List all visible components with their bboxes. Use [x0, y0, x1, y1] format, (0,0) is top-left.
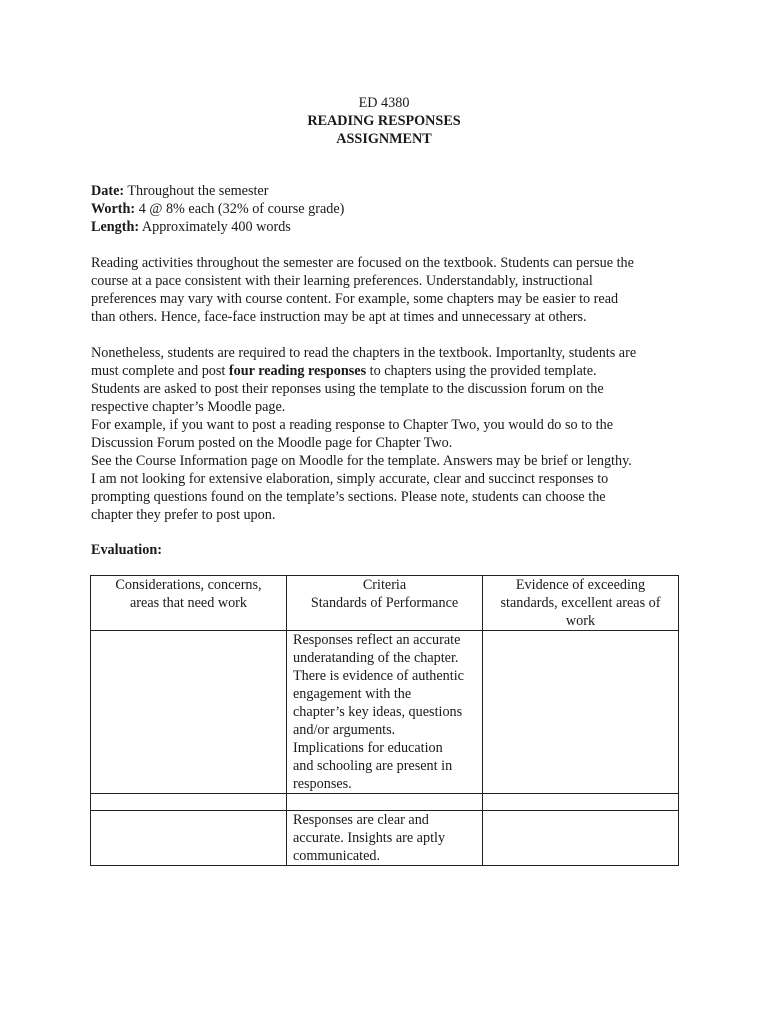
header-line: Criteria	[362, 577, 407, 593]
paragraph-line: course at a pace consistent with their learning preferences. Understandably, instructional	[91, 273, 593, 289]
paragraph-text: must complete and post	[91, 363, 229, 379]
document-subtitle: ASSIGNMENT	[336, 131, 432, 147]
table-row	[91, 811, 679, 866]
criteria-cell	[287, 811, 483, 866]
paragraph-line: Students are asked to post their reponses using the template to the discussion forum on the	[91, 381, 604, 397]
criteria-line: engagement with the	[293, 686, 412, 702]
paragraph-line: Reading activities throughout the semester are focused on the textbook. Students can persue the	[91, 255, 634, 271]
document-title: READING RESPONSES	[307, 113, 461, 129]
criteria-line: and/or arguments.	[293, 722, 396, 738]
length-label: Length:	[91, 219, 140, 235]
criteria-line: underatanding of the chapter.	[293, 650, 459, 666]
worth-value: 4 @ 8% each (32% of course grade)	[135, 201, 345, 217]
paragraph-line: For example, if you want to post a reading response to Chapter Two, you would do so to the	[91, 417, 614, 433]
paragraph-line: preferences may vary with course content. For example, some chapters may be easier to read	[91, 291, 619, 307]
evidence-cell	[483, 811, 679, 866]
paragraph-line	[91, 362, 681, 380]
criteria-cell	[287, 631, 483, 794]
paragraph-intro	[91, 254, 681, 326]
worth-line	[91, 200, 344, 218]
length-line	[91, 218, 344, 236]
empty-cell	[91, 794, 287, 811]
assignment-meta	[91, 182, 344, 236]
criteria-line: communicated.	[293, 848, 381, 864]
criteria-line: Responses are clear and	[293, 812, 429, 828]
empty-cell	[483, 794, 679, 811]
header-line: Standards of Performance	[310, 595, 459, 611]
evaluation-heading: Evaluation:	[91, 542, 162, 558]
paragraph-line: See the Course Information page on Moodle for the template. Answers may be brief or lengthy.	[91, 453, 632, 469]
worth-label: Worth:	[91, 201, 136, 217]
considerations-cell	[91, 631, 287, 794]
criteria-line: and schooling are present in	[293, 758, 453, 774]
paragraph-line: prompting questions found on the template’s sections. Please note, students can choose the	[91, 489, 606, 505]
criteria-line: There is evidence of authentic	[293, 668, 464, 684]
criteria-line: chapter’s key ideas, questions	[293, 704, 463, 720]
header-line: work	[565, 613, 596, 629]
paragraph-line: I am not looking for extensive elaboration, simply accurate, clear and succinct responses to	[91, 471, 609, 487]
document-header	[0, 94, 768, 148]
criteria-line: Responses reflect an accurate	[293, 632, 461, 648]
criteria-line: responses.	[293, 776, 352, 792]
length-value: Approximately 400 words	[139, 219, 291, 235]
table-row	[91, 794, 679, 811]
date-label: Date:	[91, 183, 125, 199]
criteria-line: accurate. Insights are aptly	[293, 830, 446, 846]
date-value: Throughout the semester	[124, 183, 269, 199]
paragraph-line: chapter they prefer to post upon.	[91, 507, 276, 523]
header-line: Considerations, concerns,	[115, 577, 262, 593]
paragraph-line: respective chapter’s Moodle page.	[91, 399, 286, 415]
evaluation-rubric-table	[90, 575, 679, 866]
table-row	[91, 631, 679, 794]
header-line: standards, excellent areas of	[500, 595, 661, 611]
paragraph-text: to chapters using the provided template.	[366, 363, 597, 379]
column-header-considerations	[91, 576, 287, 631]
paragraph-line: Nonetheless, students are required to read the chapters in the textbook. Importanlty, students are	[91, 345, 637, 361]
paragraph-line: Discussion Forum posted on the Moodle page for Chapter Two.	[91, 435, 453, 451]
evidence-cell	[483, 631, 679, 794]
column-header-criteria	[287, 576, 483, 631]
table-header-row	[91, 576, 679, 631]
paragraph-requirements	[91, 344, 681, 524]
considerations-cell	[91, 811, 287, 866]
empty-cell	[287, 794, 483, 811]
course-code: ED 4380	[358, 95, 410, 111]
header-line: areas that need work	[130, 595, 247, 611]
four-reading-responses-emphasis: four reading responses	[228, 363, 367, 379]
paragraph-line: than others. Hence, face-face instruction may be apt at times and unnecessary at others.	[91, 309, 587, 325]
column-header-evidence	[483, 576, 679, 631]
header-line: Evidence of exceeding	[515, 577, 646, 593]
criteria-line: Implications for education	[293, 740, 443, 756]
date-line	[91, 182, 344, 200]
